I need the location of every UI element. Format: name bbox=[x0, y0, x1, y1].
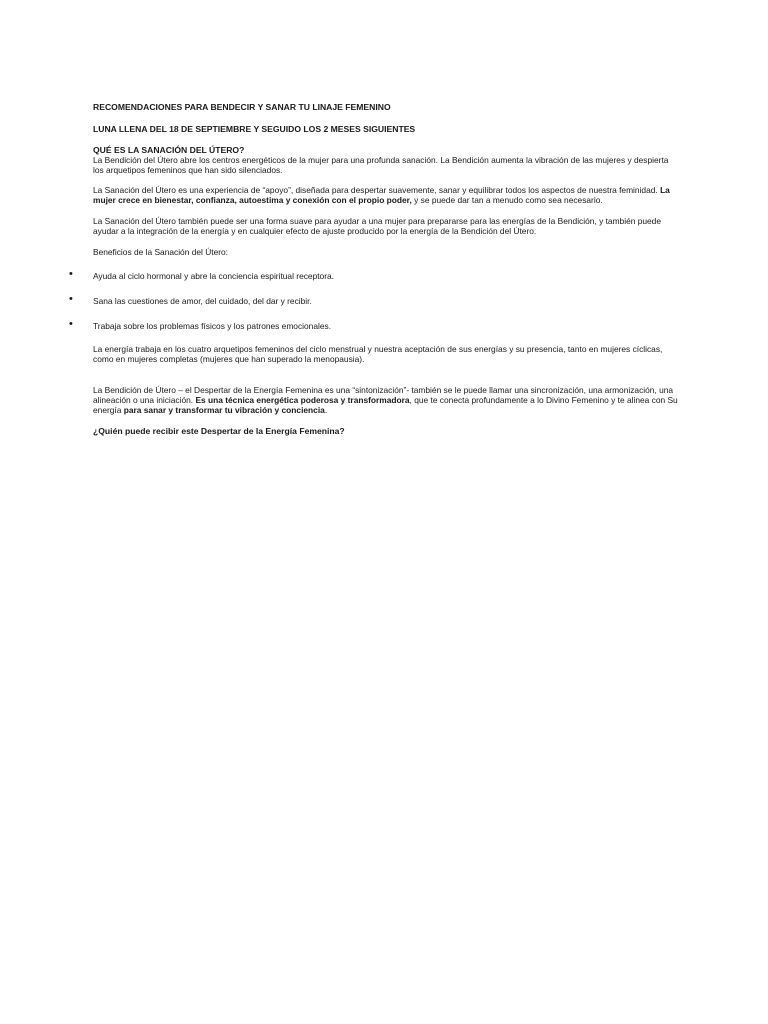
bullet-icon: • bbox=[69, 268, 73, 280]
sanacion-text-1: La Sanación del Útero es una experiencia de “apoyo”, diseñada para despertar suavemente, sanar y equilibrar todos los aspectos de nuestra feminidad. bbox=[93, 185, 661, 195]
blessing-bold-text-1: Es una técnica energética poderosa y transformadora bbox=[195, 395, 410, 405]
bullet-icon: • bbox=[69, 318, 73, 330]
preparation-paragraph: La Sanación del Útero también puede ser una forma suave para ayudar a una mujer para prepararse para las energías de la Bendición, y también puede ayudar a la integración de la energía y en cualquier efecto de ajuste producido por la energía de la Bendición del Útero. bbox=[93, 216, 661, 236]
benefits-list bbox=[69, 268, 678, 331]
blessing-text-3: . bbox=[324, 405, 328, 415]
list-item bbox=[69, 318, 678, 331]
benefit-text: Ayuda al ciclo hormonal y abre la conciencia espiritual receptora. bbox=[93, 271, 334, 281]
blessing-text-1: La Bendición de Útero – el Despertar de la Energía Femenina es una “sintonización”- también se le puede llamar una sincronización, una armonización, una alineación o una iniciación. bbox=[93, 385, 674, 405]
sanacion-paragraph bbox=[93, 185, 678, 205]
benefit-text: Sana las cuestiones de amor, del cuidado, del dar y recibir. bbox=[93, 296, 312, 306]
benefit-text: Trabaja sobre los problemas físicos y los patrones emocionales. bbox=[93, 321, 332, 331]
blessing-paragraph bbox=[93, 385, 678, 415]
sanacion-text-2: y se puede dar tan a menudo como sea necesario. bbox=[411, 195, 603, 205]
document-subtitle: LUNA LLENA DEL 18 DE SEPTIEMBRE Y SEGUIDO LOS 2 MESES SIGUIENTES bbox=[93, 124, 416, 134]
closing-question: ¿Quién puede recibir este Despertar de la Energía Femenina? bbox=[93, 426, 345, 436]
document-title: RECOMENDACIONES PARA BENDECIR Y SANAR TU LINAJE FEMENINO bbox=[93, 102, 391, 112]
blessing-bold-text-2: para sanar y transformar tu vibración y conciencia bbox=[123, 405, 325, 415]
section-heading: QUÉ ES LA SANACIÓN DEL ÚTERO? bbox=[93, 145, 245, 155]
benefits-label: Beneficios de la Sanación del Útero: bbox=[93, 247, 229, 257]
sanacion-bold-text: La mujer crece en bienestar, confianza, autoestima y conexión con el propio poder, bbox=[93, 185, 670, 205]
bullet-icon: • bbox=[69, 293, 73, 305]
document-page bbox=[69, 102, 678, 436]
blessing-text-2: , que te conecta profundamente a lo Divino Femenino y te alinea con Su energía bbox=[93, 395, 678, 415]
intro-paragraph: La Bendición del Útero abre los centros energéticos de la mujer para una profunda sanación. La Bendición aumenta la vibración de las mujeres y despierta los arquetipos femeninos que han sido silenciados. bbox=[93, 155, 669, 175]
list-item bbox=[69, 293, 678, 306]
archetypes-paragraph: La energía trabaja en los cuatro arquetipos femeninos del ciclo menstrual y nuestra aceptación de sus energías y su presencia, tanto en mujeres cíclicas, como en mujeres completas (mujeres que han superado la menopausia). bbox=[93, 344, 663, 364]
list-item bbox=[69, 268, 678, 281]
